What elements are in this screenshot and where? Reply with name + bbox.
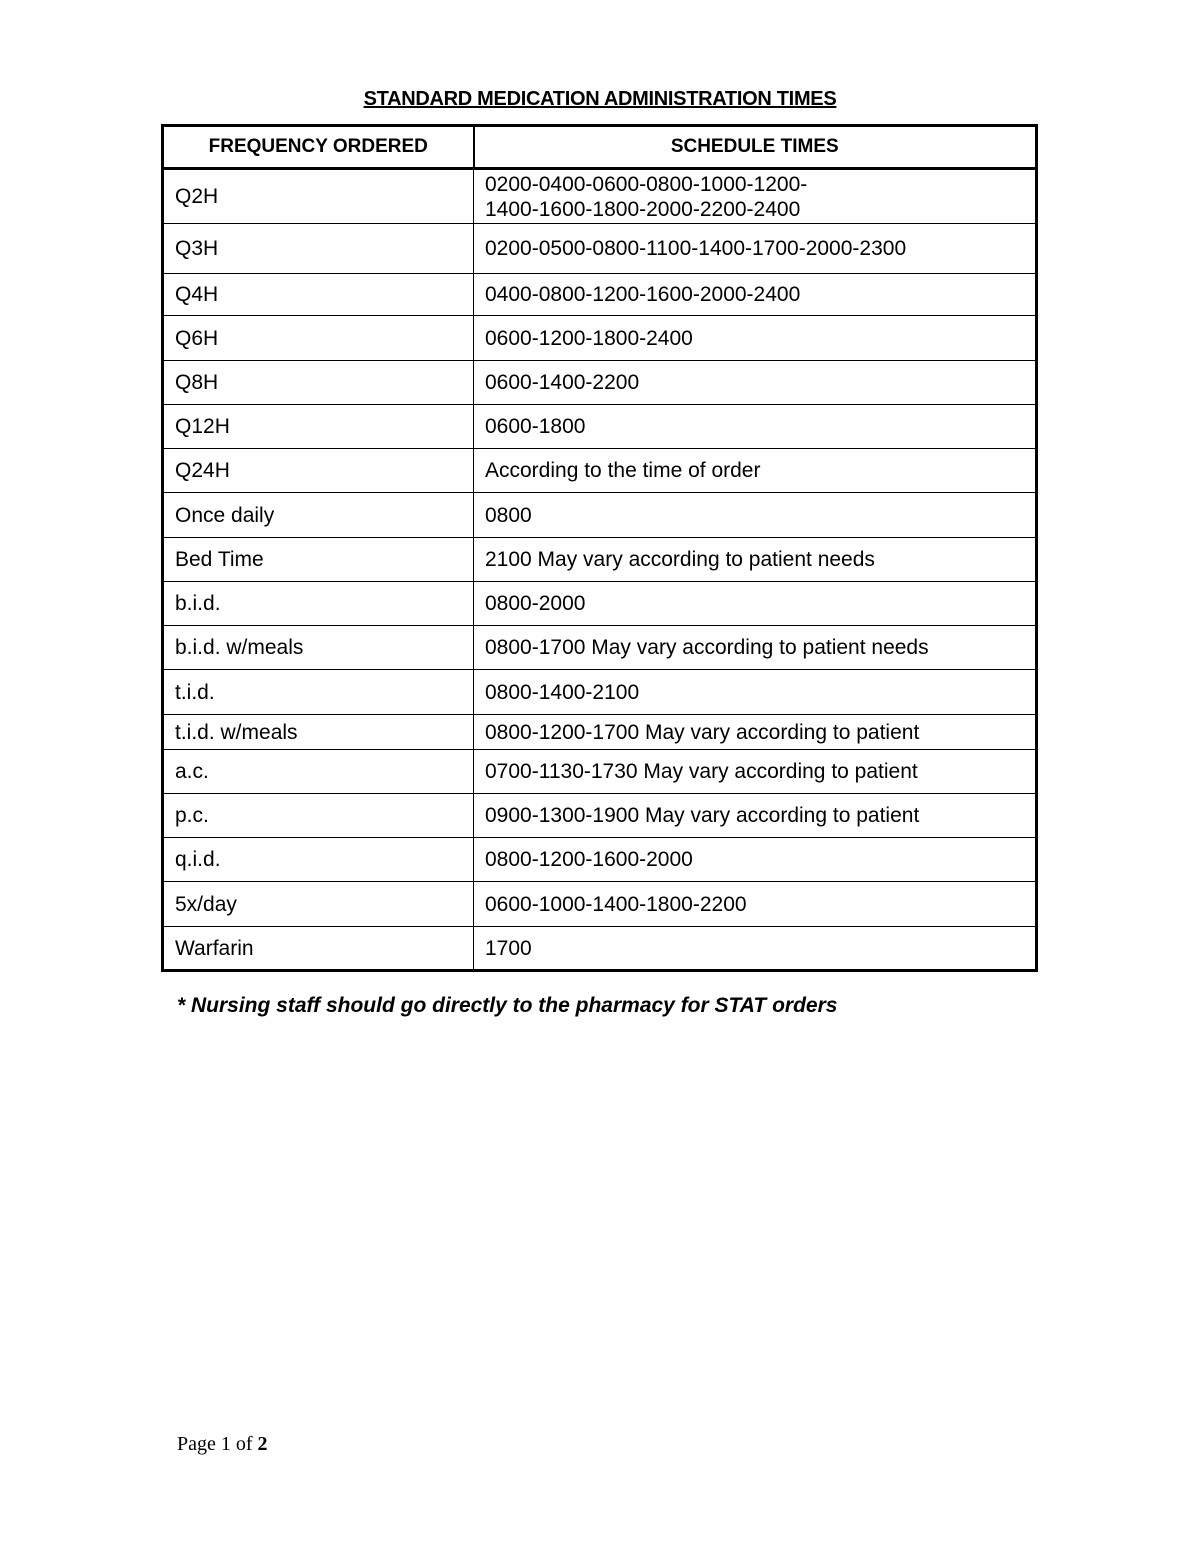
table-row [163,838,1037,882]
frequency-cell: q.i.d. [163,838,474,882]
table-row [163,882,1037,927]
table-row [163,538,1037,582]
schedule-table [161,124,1038,972]
frequency-cell: b.i.d. [163,582,474,626]
table-row [163,405,1037,449]
table-row [163,449,1037,493]
schedule-times-cell: 0800-1400-2100 [474,670,1037,715]
frequency-cell: Bed Time [163,538,474,582]
frequency-cell: Q8H [163,361,474,405]
table-row [163,169,1037,224]
table-row [163,582,1037,626]
page-number-footer [177,1433,268,1456]
schedule-table-container [161,124,1035,972]
schedule-times-cell: 0800-1200-1600-2000 [474,838,1037,882]
schedule-times-cell: 0600-1000-1400-1800-2200 [474,882,1037,927]
table-row [163,670,1037,715]
frequency-cell: t.i.d. w/meals [163,715,474,750]
frequency-cell: t.i.d. [163,670,474,715]
table-header-row [163,126,1037,169]
table-row [163,927,1037,971]
table-row [163,224,1037,274]
stat-orders-note: * Nursing staff should go directly to the pharmacy for STAT orders [177,994,838,1017]
table-row [163,361,1037,405]
schedule-times-cell: 0600-1800 [474,405,1037,449]
frequency-cell: 5x/day [163,882,474,927]
frequency-cell: Q4H [163,274,474,316]
table-row [163,715,1037,750]
schedule-times-cell: According to the time of order [474,449,1037,493]
schedule-times-cell: 0700-1130-1730 May vary according to patient [474,750,1037,794]
frequency-cell: Q24H [163,449,474,493]
schedule-times-cell: 0800 [474,493,1037,538]
table-row [163,626,1037,670]
header-schedule-times: SCHEDULE TIMES [474,126,1037,169]
schedule-times-cell: 0800-1700 May vary according to patient needs [474,626,1037,670]
table-body [163,169,1037,971]
frequency-cell: a.c. [163,750,474,794]
frequency-cell: Q2H [163,169,474,224]
frequency-cell: Q6H [163,316,474,361]
schedule-times-cell: 0400-0800-1200-1600-2000-2400 [474,274,1037,316]
table-row [163,274,1037,316]
frequency-cell: Q3H [163,224,474,274]
table-row [163,794,1037,838]
frequency-cell: Q12H [163,405,474,449]
schedule-times-cell: 0600-1400-2200 [474,361,1037,405]
schedule-times-cell: 0800-1200-1700 May vary according to patient [474,715,1037,750]
table-row [163,750,1037,794]
page-total: 2 [257,1433,268,1455]
table-row [163,316,1037,361]
header-frequency-ordered: FREQUENCY ORDERED [163,126,474,169]
page-number-prefix: Page 1 of [177,1433,258,1455]
schedule-times-cell: 0600-1200-1800-2400 [474,316,1037,361]
frequency-cell: p.c. [163,794,474,838]
schedule-times-cell: 2100 May vary according to patient needs [474,538,1037,582]
document-title: STANDARD MEDICATION ADMINISTRATION TIMES [363,88,837,110]
schedule-times-cell: 1700 [474,927,1037,971]
table-row [163,493,1037,538]
frequency-cell: Warfarin [163,927,474,971]
frequency-cell: b.i.d. w/meals [163,626,474,670]
schedule-times-cell: 0800-2000 [474,582,1037,626]
frequency-cell: Once daily [163,493,474,538]
schedule-times-cell: 0200-0400-0600-0800-1000-1200- 1400-1600-1800-2000-2200-2400 [474,169,1037,224]
schedule-times-cell: 0200-0500-0800-1100-1400-1700-2000-2300 [474,224,1037,274]
schedule-times-cell: 0900-1300-1900 May vary according to patient [474,794,1037,838]
